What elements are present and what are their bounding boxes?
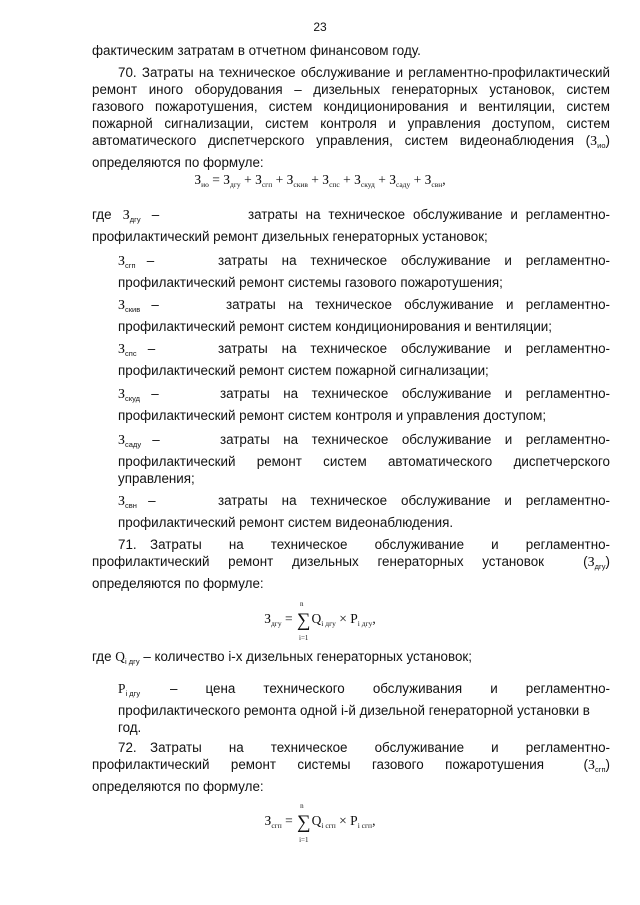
formula-term: З xyxy=(286,172,294,187)
definition-line1: затраты на техническое обслуживание и регламентно- xyxy=(220,386,610,401)
formula-dgu: $З_{дгу}$ = ∑ n i=1 $Q_{i дгу} \times P_{i дгу}$, xyxy=(264,600,376,642)
sum-upper-limit: n xyxy=(300,600,304,608)
definition-line1: затраты на техническое обслуживание и регламентно- xyxy=(226,297,610,312)
formula-dgu-lhs-sub: дгу xyxy=(270,619,282,628)
formula-term: З xyxy=(389,172,396,187)
paragraph-72-line1: Затраты на техническое обслуживание и регламентно- xyxy=(150,740,610,755)
definition-dgu xyxy=(92,206,610,245)
paragraph-71: 71. Затраты на техническое обслуживание и регламентно- профилактический ремонт дизельных генераторных установок $(З_{дгу})$ определяются по формуле: xyxy=(92,537,610,591)
definition-line2: профилактический ремонт дизельных генераторных установок; xyxy=(92,229,488,244)
formula-sgp-p: P xyxy=(350,813,358,828)
paragraph-72-symbol-sub: сгп xyxy=(594,765,606,774)
formula-term-sub: скуд xyxy=(360,180,375,189)
formula-sgp: $З_{сгп}$ = ∑ n i=1 $Q_{i сгп} \times P_{i сгп}$, xyxy=(264,802,376,844)
formula-dgu-q: Q xyxy=(311,611,322,626)
paragraph-70-symbol-sub: ио xyxy=(597,141,606,150)
paragraph-72-line2: профилактический ремонт системы газового пожаротушения xyxy=(92,757,544,772)
paragraph-71-number: 71. xyxy=(118,537,137,552)
definition-dash: – xyxy=(151,207,160,222)
intro-paragraph: фактическим затратам в отчетном финансовом году. xyxy=(92,43,421,58)
formula-total-lhs-sub: ио xyxy=(201,180,209,189)
q-definition-text: – количество i-х дизельных генераторных установок; xyxy=(143,649,472,664)
definition-symbol: З xyxy=(118,254,126,269)
p-definition-line2: профилактического ремонта одной i-й дизельной генераторной установки в год. xyxy=(118,703,590,735)
definition-line2: профилактический ремонт систем кондиционирования и вентиляции; xyxy=(118,319,553,334)
definition-line2: профилактический ремонт системы газового пожаротушения; xyxy=(118,275,503,290)
definition-line1: затраты на техническое обслуживание и регламентно- xyxy=(218,341,610,356)
definition-symbol-sub: дгу xyxy=(129,215,141,224)
formula-dgu-q-sub: i дгу xyxy=(321,619,336,628)
formula-dgu-lhs: З xyxy=(264,611,271,626)
definition-line1: затраты на техническое обслуживание и регламентно- xyxy=(248,207,610,222)
definition-sadu xyxy=(118,431,610,487)
definition-symbol-sub: сaду xyxy=(125,440,142,449)
paragraph-71-line1: Затраты на техническое обслуживание и регламентно- xyxy=(150,537,610,552)
definition-symbol: З xyxy=(122,208,130,223)
paragraph-70-tail: определяются по формуле: xyxy=(92,155,264,170)
definition-line2: профилактический ремонт систем автоматического диспетчерского управления; xyxy=(118,454,610,486)
definition-symbol: З xyxy=(118,342,126,357)
sum-upper-limit: n xyxy=(300,802,304,810)
where-label: где xyxy=(92,649,112,664)
paragraph-70: 70. Затраты на техническое обслуживание и регламентно-профилактический ремонт иного оборудования – дизельных генераторных установок, систем газового пожаротушения, систем кондиционирования и вентиляции, систем пожарной сигнализации, систем контроля и управления доступом, систем автоматического диспетчерского управления, систем видеонаблюдения $(З_{ио})$ определяются по формуле: xyxy=(92,65,610,170)
definition-symbol-sub: спс xyxy=(125,349,137,358)
formula-dgu-p-sub: i дгу xyxy=(357,619,373,628)
definition-symbol: З xyxy=(118,298,126,313)
paragraph-71-symbol: З xyxy=(587,555,595,570)
definition-line2: профилактический ремонт систем пожарной сигнализации; xyxy=(118,363,489,378)
paragraph-70-text: Затраты на техническое обслуживание и регламентно-профилактический ремонт иного оборудования – дизельных генераторных установок, систем газового пожаротушения, систем кондиционирования и вентиляции, систем пожарной сигнализации, систем контроля и управления доступом, систем автоматического диспетчерского управления, систем видеонаблюдения xyxy=(92,65,610,148)
formula-end: , xyxy=(372,611,376,626)
formula-term: З xyxy=(255,172,262,187)
definition-dash: – xyxy=(146,253,155,268)
paragraph-72-tail: определяются по формуле: xyxy=(92,779,264,794)
formula-term: З xyxy=(424,172,432,187)
definition-dash: – xyxy=(148,493,156,508)
definition-line1: затраты на техническое обслуживание и регламентно- xyxy=(218,493,610,508)
definition-dash: – xyxy=(151,386,159,401)
formula-dgu-p: P xyxy=(350,611,358,626)
paragraph-70-symbol: З xyxy=(590,134,598,149)
definition-symbol-sub: свн xyxy=(125,501,137,510)
paragraph-70-number: 70. xyxy=(118,65,137,80)
formula-term: З xyxy=(223,172,231,187)
definition-dash: – xyxy=(147,341,156,356)
paragraph-71-tail: определяются по формуле: xyxy=(92,576,264,591)
formula-total-lhs: З xyxy=(194,172,202,187)
formula-term: З xyxy=(322,172,330,187)
formula-term-sub: сгп xyxy=(261,180,273,189)
definition-symbol-sub: сгп xyxy=(125,261,136,270)
formula-term-sub: сaду xyxy=(395,180,411,189)
formula-term-sub: спс xyxy=(329,180,340,189)
definition-line2: профилактический ремонт систем контроля и управления доступом; xyxy=(118,408,547,423)
paragraph-71-line2: профилактический ремонт дизельных генераторных установок xyxy=(92,554,544,569)
formula-term: З xyxy=(354,172,361,187)
definition-dash: – xyxy=(152,432,160,447)
page-number: 23 xyxy=(313,20,327,34)
formula-total: $З_{ио} = З_{дгу} + З_{сгп} + З_{скив} + З_{спс} + З_{скуд} + З_{сaду} + З_{свн}$, xyxy=(194,172,446,189)
formula-term-sub: скив xyxy=(293,180,308,189)
definition-symbol-sub: скуд xyxy=(125,394,141,403)
formula-end: , xyxy=(372,813,376,828)
sum-lower-limit: i=1 xyxy=(299,836,309,844)
p-symbol: P xyxy=(118,681,126,696)
definition-symbol: З xyxy=(118,387,126,402)
sum-icon: ∑ n i=1 xyxy=(297,600,311,642)
definition-q-dgu xyxy=(92,648,610,670)
definition-line1: затраты на техническое обслуживание и регламентно- xyxy=(220,432,610,447)
definition-line1: затраты на техническое обслуживание и регламентно- xyxy=(218,253,610,268)
formula-sgp-q: Q xyxy=(311,813,322,828)
formula-sgp-lhs: З xyxy=(264,813,272,828)
definition-skud xyxy=(118,385,610,424)
formula-sgp-q-sub: i сгп xyxy=(321,821,336,830)
definition-symbol: З xyxy=(118,494,126,509)
q-symbol-sub: i дгу xyxy=(124,657,140,666)
times-sign: × xyxy=(339,611,347,626)
p-symbol-sub: i дгу xyxy=(125,689,141,698)
q-symbol: Q xyxy=(115,649,125,664)
formula-term-sub: свн xyxy=(431,180,443,189)
sum-icon: ∑ n i=1 xyxy=(297,802,311,844)
formula-sgp-lhs-sub: сгп xyxy=(271,821,282,830)
definition-symbol: З xyxy=(118,433,126,448)
definition-line2: профилактический ремонт систем видеонаблюдения. xyxy=(118,515,454,530)
paragraph-72-symbol: З xyxy=(587,758,595,773)
formula-sgp-p-sub: i сгп xyxy=(357,821,373,830)
definition-sgp xyxy=(118,252,610,291)
paragraph-72: 72. Затраты на техническое обслуживание и регламентно- профилактический ремонт системы газового пожаротушения $(З_{сгп})$ определяются по формуле: xyxy=(92,740,610,794)
sum-lower-limit: i=1 xyxy=(299,634,309,642)
definition-p-dgu xyxy=(118,680,610,736)
definition-svn xyxy=(118,492,610,531)
paragraph-72-number: 72. xyxy=(118,740,137,755)
p-definition-line1: – цена технического обслуживания и регламентно- xyxy=(170,681,610,696)
definition-symbol-sub: скив xyxy=(125,305,141,314)
times-sign: × xyxy=(339,813,347,828)
where-label: где xyxy=(92,207,112,222)
paragraph-71-symbol-sub: дгу xyxy=(594,562,606,571)
definition-skiv xyxy=(118,296,610,335)
definition-sps xyxy=(118,340,610,379)
formula-term-sub: дгу xyxy=(230,180,241,189)
definition-dash: – xyxy=(151,297,159,312)
